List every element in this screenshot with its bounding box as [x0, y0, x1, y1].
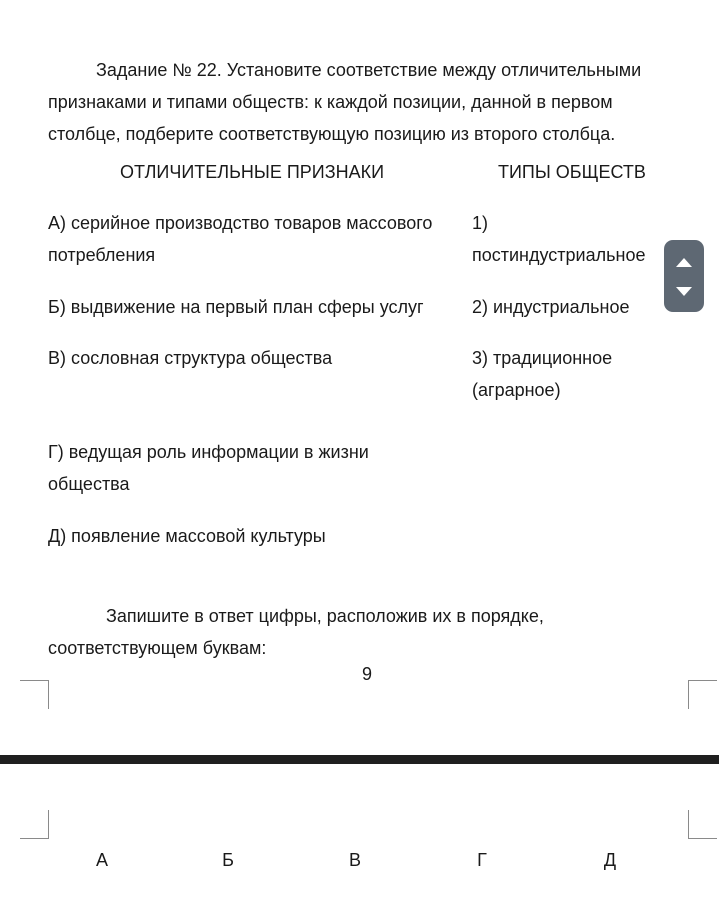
type-3-line-2: (аграрное)	[472, 380, 561, 400]
instruction-line-2: соответствующем буквам:	[48, 638, 267, 658]
answer-letter-d: Д	[603, 850, 617, 870]
feature-a-line-1: А) серийное производство товаров массового	[48, 213, 433, 233]
page-break-divider	[0, 755, 719, 764]
feature-v: В) сословная структура общества	[48, 348, 333, 368]
type-1-line-2: постиндустриальное	[472, 245, 646, 265]
type-3-line-1: 3) традиционное	[472, 348, 613, 368]
feature-b: Б) выдвижение на первый план сферы услуг	[48, 297, 424, 317]
feature-d: Д) появление массовой культуры	[48, 526, 326, 546]
answer-letter-a: А	[95, 850, 108, 870]
task-text-1: Задание № 22. Установите соответствие между отличительными	[96, 60, 642, 80]
features-column-header: ОТЛИЧИТЕЛЬНЫЕ ПРИЗНАКИ	[120, 162, 385, 182]
feature-g-line-1: Г) ведущая роль информации в жизни	[48, 442, 369, 462]
page-corner-mark-bottom-left	[20, 810, 49, 839]
page-corner-mark-top-right	[688, 680, 717, 709]
instruction-text-1: Запишите в ответ цифры, расположив их в порядке,	[106, 606, 544, 626]
page-number: 9	[361, 664, 372, 684]
feature-a-line-2: потребления	[48, 245, 156, 265]
types-column-header: ТИПЫ ОБЩЕСТВ	[498, 162, 646, 182]
answer-letter-v: В	[348, 850, 361, 870]
page-corner-mark-top-left	[20, 680, 49, 709]
arrow-up-icon[interactable]	[676, 258, 692, 267]
arrow-down-icon[interactable]	[676, 287, 692, 296]
answer-letter-b: Б	[222, 850, 234, 870]
instruction-line-1	[48, 600, 673, 632]
task-line-2: признаками и типами обществ: к каждой позиции, данной в первом	[48, 92, 613, 112]
feature-g-line-2: общества	[48, 474, 130, 494]
type-1-line-1: 1)	[472, 213, 489, 233]
answer-letter-g: Г	[477, 850, 487, 870]
type-2: 2) индустриальное	[472, 297, 630, 317]
task-line-3: столбце, подберите соответствующую позицию из второго столбца.	[48, 124, 616, 144]
page-corner-mark-bottom-right	[688, 810, 717, 839]
task-line-1	[48, 54, 673, 86]
page-scroll-control[interactable]	[664, 240, 704, 312]
